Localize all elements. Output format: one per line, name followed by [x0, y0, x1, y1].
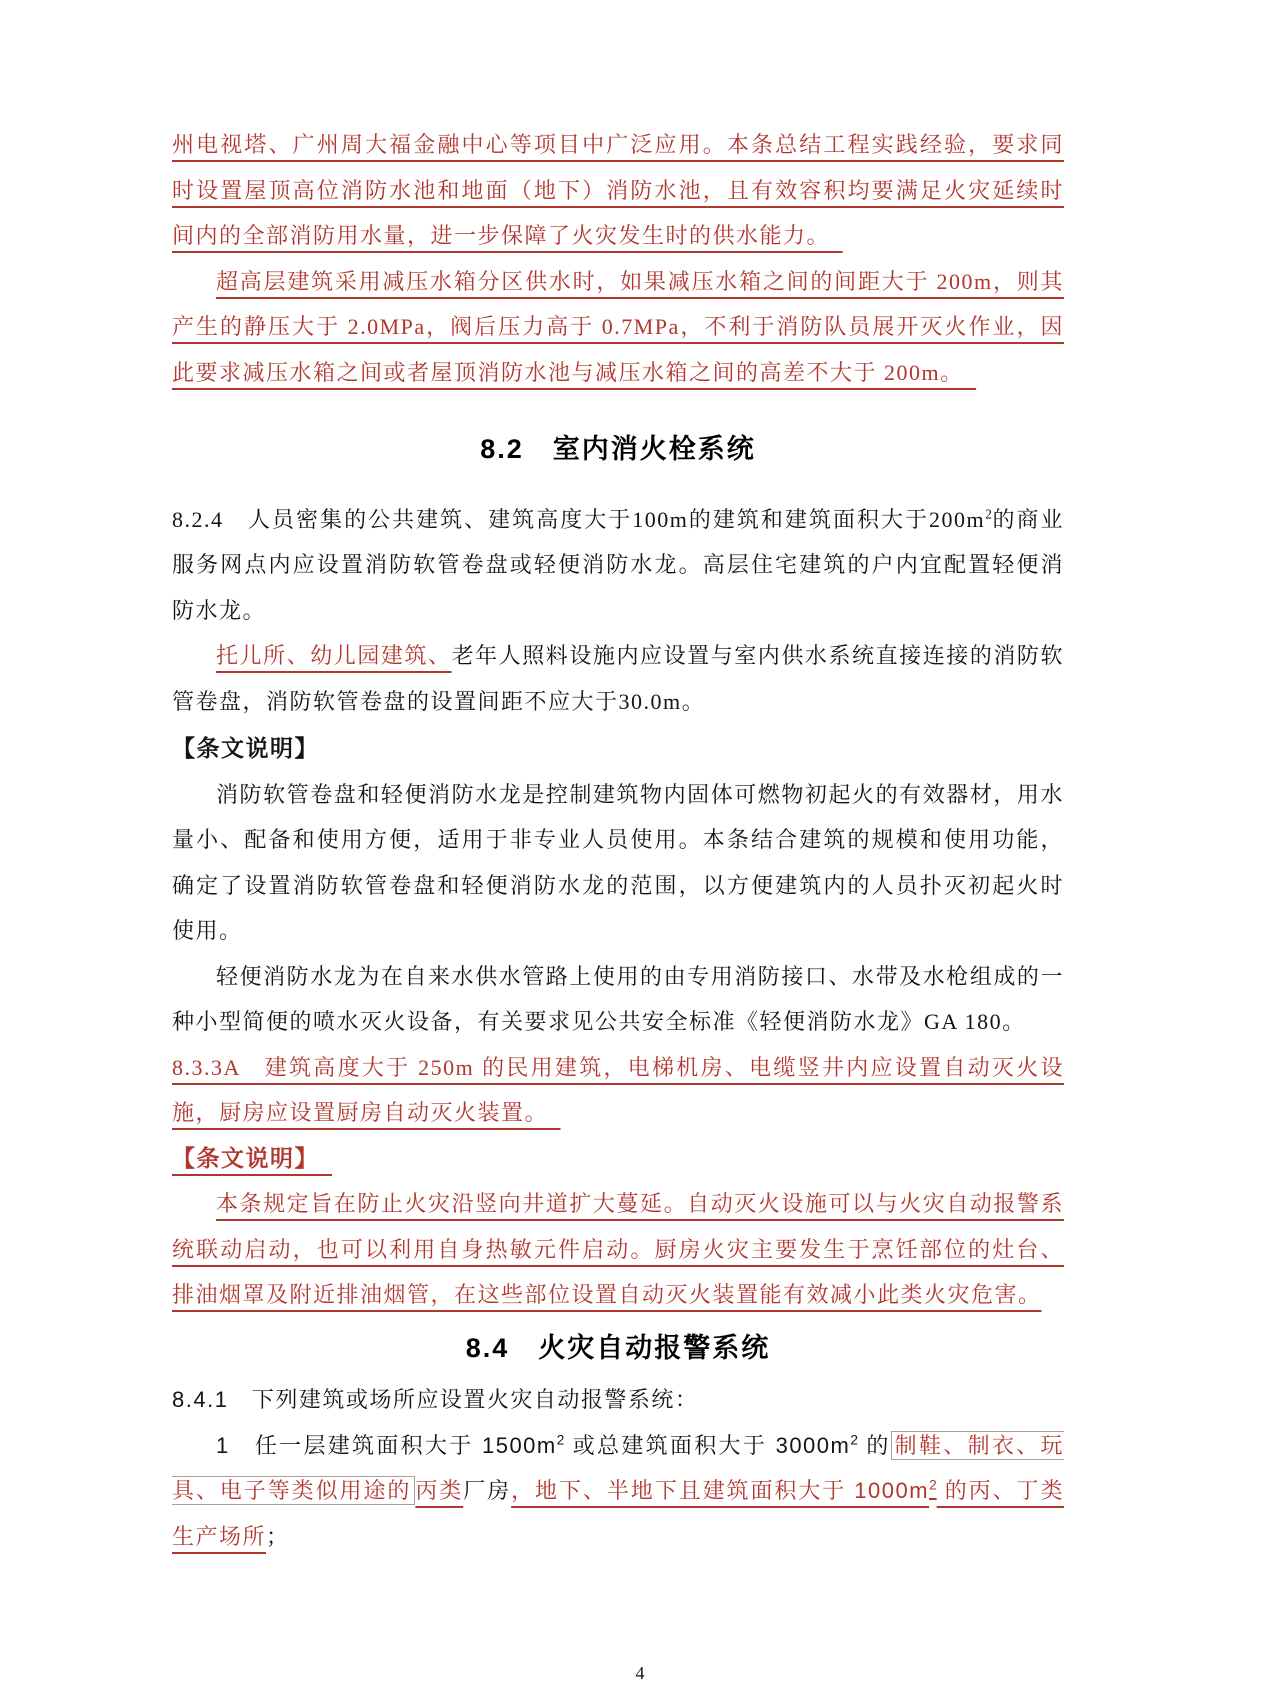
text-run: 【条文说明】 [172, 735, 319, 761]
text-run: 丙类 [415, 1478, 464, 1503]
section-heading-8-2 [172, 427, 1064, 473]
text-run: 8.4.1 下列建筑或场所应设置火灾自动报警系统： [172, 1387, 699, 1412]
text-run: 的商业服务网点内应设置消防软管卷盘或轻便消防水龙。高层住宅建筑的户内宜配置轻便消防水龙。 [172, 506, 1064, 623]
text-run: 州电视塔、广州周大福金融中心等项目中广泛应用。本条总结工程实践经验，要求同时设置屋顶高位消防水池和地面（地下）消防水池，且有效容积均要满足火灾延续时间内的全部消防用水量，进一步保障了火灾发生时的供水能力。 [172, 132, 1064, 248]
document-body [172, 0, 1064, 1559]
text-run: ； [266, 1523, 290, 1549]
text-run: 厂房 [463, 1478, 512, 1503]
clause-note-label-red [172, 1136, 1064, 1182]
text-run: 的丙、丁类生产场所 [172, 1478, 1064, 1549]
clause-8-4-1-item-1 [172, 1423, 1064, 1560]
note-para-shaft-kitchen [172, 1181, 1064, 1318]
clause-8-4-1 [172, 1377, 1064, 1423]
revision-para-fire-water-tanks [172, 122, 1064, 259]
clause-8-2-4 [172, 497, 1064, 634]
text-run: 托儿所、幼儿园建筑、 [216, 643, 452, 668]
text-run: 超高层建筑采用减压水箱分区供水时，如果减压水箱之间的间距大于 200m，则其产生的静压大于 2.0MPa，阀后压力高于 0.7MPa，不利于消防队员展开灭火作业，因此要求减压水箱之间或者屋顶消防水池与减压水箱之间的高差不大于 200m。 [172, 268, 1064, 385]
clause-8-2-4-para-2 [172, 633, 1064, 724]
text-run: 【条文说明】 [172, 1144, 332, 1171]
clause-8-3-3A [172, 1045, 1064, 1136]
text-run: 2 [850, 1432, 858, 1448]
text-run: 8.4 火灾自动报警系统 [465, 1332, 771, 1363]
text-run: 8.2 室内消火栓系统 [480, 434, 756, 464]
text-run: 的 [857, 1432, 891, 1458]
text-run: 2 [985, 506, 992, 522]
text-run: 本条规定旨在防止火灾沿竖向井道扩大蔓延。自动灭火设施可以与火灾自动报警系统联动启动，也可以利用自身热敏元件启动。厨房火灾主要发生于烹饪部位的灶台、排油烟罩及附近排油烟管，在这些部位设置自动灭火装置能有效减小此类火灾危害。 [172, 1191, 1064, 1307]
text-run: 老年人照料设施内应设置与室内供水系统直接连接的消防软管卷盘，消防软管卷盘的设置间距不应大于30.0m。 [172, 643, 1064, 714]
text-run: 8.3.3A 建筑高度大于 250m 的民用建筑，电梯机房、电缆竖井内应设置自动灭火设施，厨房应设置厨房自动灭火装置。 [172, 1054, 1064, 1125]
page-number: 4 [635, 1663, 645, 1683]
text-run: 2 [556, 1432, 565, 1448]
clause-note-label-black [172, 726, 1064, 772]
text-run: 或总建筑面积大于 3000m [564, 1432, 851, 1458]
section-heading-8-4 [172, 1326, 1064, 1372]
text-run: 8.2.4 人员密集的公共建筑、建筑高度大于100m的建筑和建筑面积大于200m [172, 506, 986, 532]
text-run: 1 任一层建筑面积大于 1500m [216, 1432, 557, 1458]
note-para-hose-reel [172, 772, 1064, 954]
note-para-light-water-gun [172, 954, 1064, 1045]
inserted-text-box: 制鞋、制衣、玩具、电子等类似用途的 [172, 1432, 1064, 1503]
text-run: 消防软管卷盘和轻便消防水龙是控制建筑物内固体可燃物初起火的有效器材，用水量小、配备和使用方便，适用于非专业人员使用。本条结合建筑的规模和使用功能，确定了设置消防软管卷盘和轻便消防水龙的范围，以方便建筑内的人员扑灭初起火时使用。 [172, 781, 1064, 943]
text-run: ，地下、半地下且建筑面积大于 1000m [511, 1478, 930, 1503]
text-run: 轻便消防水龙为在自来水供水管路上使用的由专用消防接口、水带及水枪组成的一种小型简便的喷水灭火设备，有关要求见公共安全标准《轻便消防水龙》GA 180。 [172, 963, 1064, 1034]
revision-para-pressure-reducing-tanks [172, 259, 1064, 396]
text-run: 2 [929, 1477, 937, 1493]
